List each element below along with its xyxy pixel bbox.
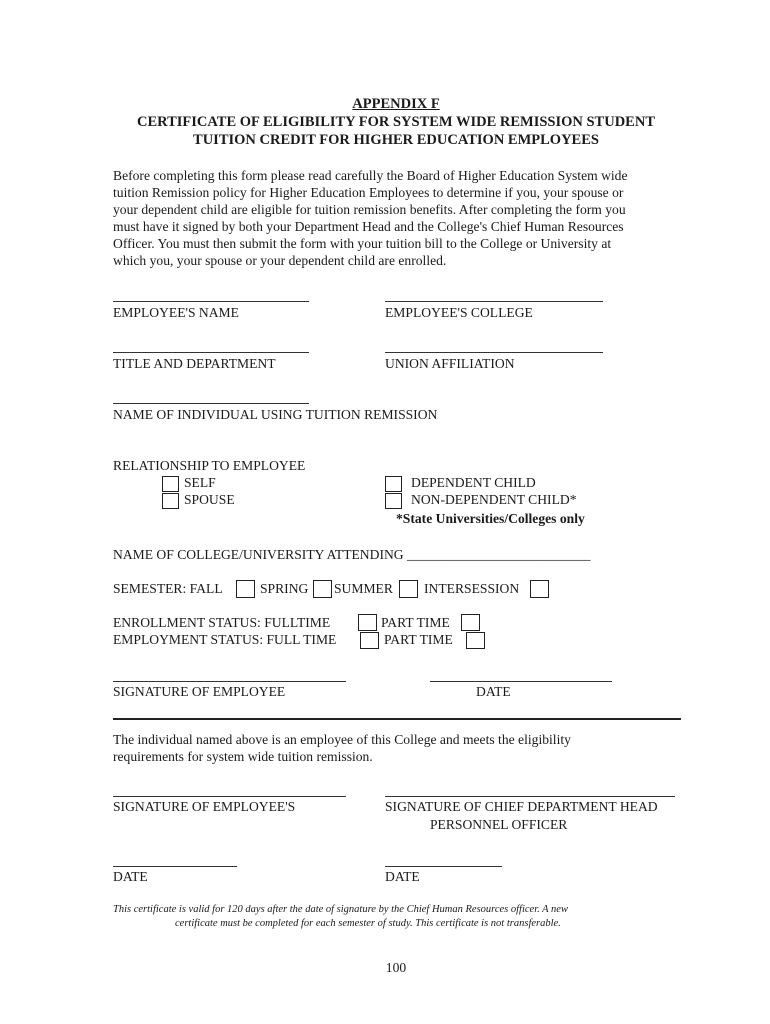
intro-line: must have it signed by both your Department Head and the College's Chief Human Resources xyxy=(113,219,624,234)
enrollment-parttime-checkbox[interactable] xyxy=(461,614,480,631)
fall-checkbox[interactable] xyxy=(236,580,255,598)
date-right-field[interactable] xyxy=(385,866,502,867)
dependent-child-label: DEPENDENT CHILD xyxy=(411,475,536,490)
employee-signature-label: SIGNATURE OF EMPLOYEE xyxy=(113,684,286,699)
validity-note-line1: This certificate is valid for 120 days after the date of signature by the Chief Human Resources officer. A new xyxy=(113,904,568,915)
employment-status-label: EMPLOYMENT STATUS: FULL TIME xyxy=(113,632,337,647)
employee-name-label: EMPLOYEE'S NAME xyxy=(113,305,239,320)
employee-signature-field[interactable] xyxy=(113,681,346,682)
date-right-label: DATE xyxy=(385,869,420,884)
dependent-child-checkbox[interactable] xyxy=(385,476,402,492)
intro-line: Officer. You must then submit the form with your tuition bill to the College or University at xyxy=(113,236,612,251)
employment-fulltime-checkbox[interactable] xyxy=(360,632,379,649)
intro-line: your dependent child are eligible for tuition remission benefits. After completing the form you xyxy=(113,202,626,217)
employee-date-field[interactable] xyxy=(430,681,612,682)
section-divider xyxy=(113,718,681,720)
employee-college-label: EMPLOYEE'S COLLEGE xyxy=(385,305,533,320)
intro-line: tuition Remission policy for Higher Education Employees to determine if you, your spouse or xyxy=(113,185,624,200)
form-title-line2: TUITION CREDIT FOR HIGHER EDUCATION EMPLOYEES xyxy=(193,132,599,148)
intro-line: Before completing this form please read carefully the Board of Higher Education System wide xyxy=(113,168,628,183)
spring-checkbox[interactable] xyxy=(313,580,332,598)
employees-signature-label: SIGNATURE OF EMPLOYEE'S xyxy=(113,799,296,814)
chief-signature-label: SIGNATURE OF CHIEF DEPARTMENT HEAD xyxy=(385,799,658,814)
personnel-officer-label: PERSONNEL OFFICER xyxy=(430,817,568,832)
appendix-heading: APPENDIX F xyxy=(352,96,440,112)
employee-college-field[interactable] xyxy=(385,301,603,302)
title-department-label: TITLE AND DEPARTMENT xyxy=(113,356,276,371)
employees-signature-field[interactable] xyxy=(113,796,346,797)
union-affiliation-label: UNION AFFILIATION xyxy=(385,356,515,371)
chief-signature-field[interactable] xyxy=(385,796,675,797)
summer-label: SUMMER xyxy=(334,581,393,596)
summer-checkbox[interactable] xyxy=(399,580,418,598)
individual-name-label: NAME OF INDIVIDUAL USING TUITION REMISSION xyxy=(113,407,438,422)
enrollment-parttime-label: PART TIME xyxy=(381,615,450,630)
employment-parttime-label: PART TIME xyxy=(384,632,453,647)
employee-name-field[interactable] xyxy=(113,301,309,302)
enrollment-fulltime-checkbox[interactable] xyxy=(358,614,377,631)
validity-note-line2: certificate must be completed for each semester of study. This certificate is not transferable. xyxy=(175,918,561,929)
spring-label: SPRING xyxy=(260,581,309,596)
title-department-field[interactable] xyxy=(113,352,309,353)
date-left-label: DATE xyxy=(113,869,148,884)
spouse-checkbox[interactable] xyxy=(162,493,179,509)
non-dependent-child-checkbox[interactable] xyxy=(385,493,402,509)
intersession-checkbox[interactable] xyxy=(530,580,549,598)
form-title-line1: CERTIFICATE OF ELIGIBILITY FOR SYSTEM WIDE REMISSION STUDENT xyxy=(137,114,655,130)
page-number: 100 xyxy=(385,960,407,975)
intersession-label: INTERSESSION xyxy=(424,581,520,596)
enrollment-status-label: ENROLLMENT STATUS: FULLTIME xyxy=(113,615,331,630)
spouse-label: SPOUSE xyxy=(184,492,235,507)
self-label: SELF xyxy=(184,475,216,490)
semester-label: SEMESTER: FALL xyxy=(113,581,223,596)
self-checkbox[interactable] xyxy=(162,476,179,492)
individual-name-field[interactable] xyxy=(113,403,309,404)
relationship-label: RELATIONSHIP TO EMPLOYEE xyxy=(113,458,306,473)
certification-line: The individual named above is an employee of this College and meets the eligibility xyxy=(113,732,571,747)
college-attending-field[interactable]: NAME OF COLLEGE/UNIVERSITY ATTENDING ___________________________ xyxy=(113,547,591,562)
union-affiliation-field[interactable] xyxy=(385,352,603,353)
date-left-field[interactable] xyxy=(113,866,237,867)
certification-line: requirements for system wide tuition remission. xyxy=(113,749,373,764)
employment-parttime-checkbox[interactable] xyxy=(466,632,485,649)
intro-line: which you, your spouse or your dependent child are enrolled. xyxy=(113,253,447,268)
non-dependent-child-label: NON-DEPENDENT CHILD* xyxy=(411,492,577,507)
state-universities-note: *State Universities/Colleges only xyxy=(396,511,585,526)
employee-date-label: DATE xyxy=(476,684,511,699)
